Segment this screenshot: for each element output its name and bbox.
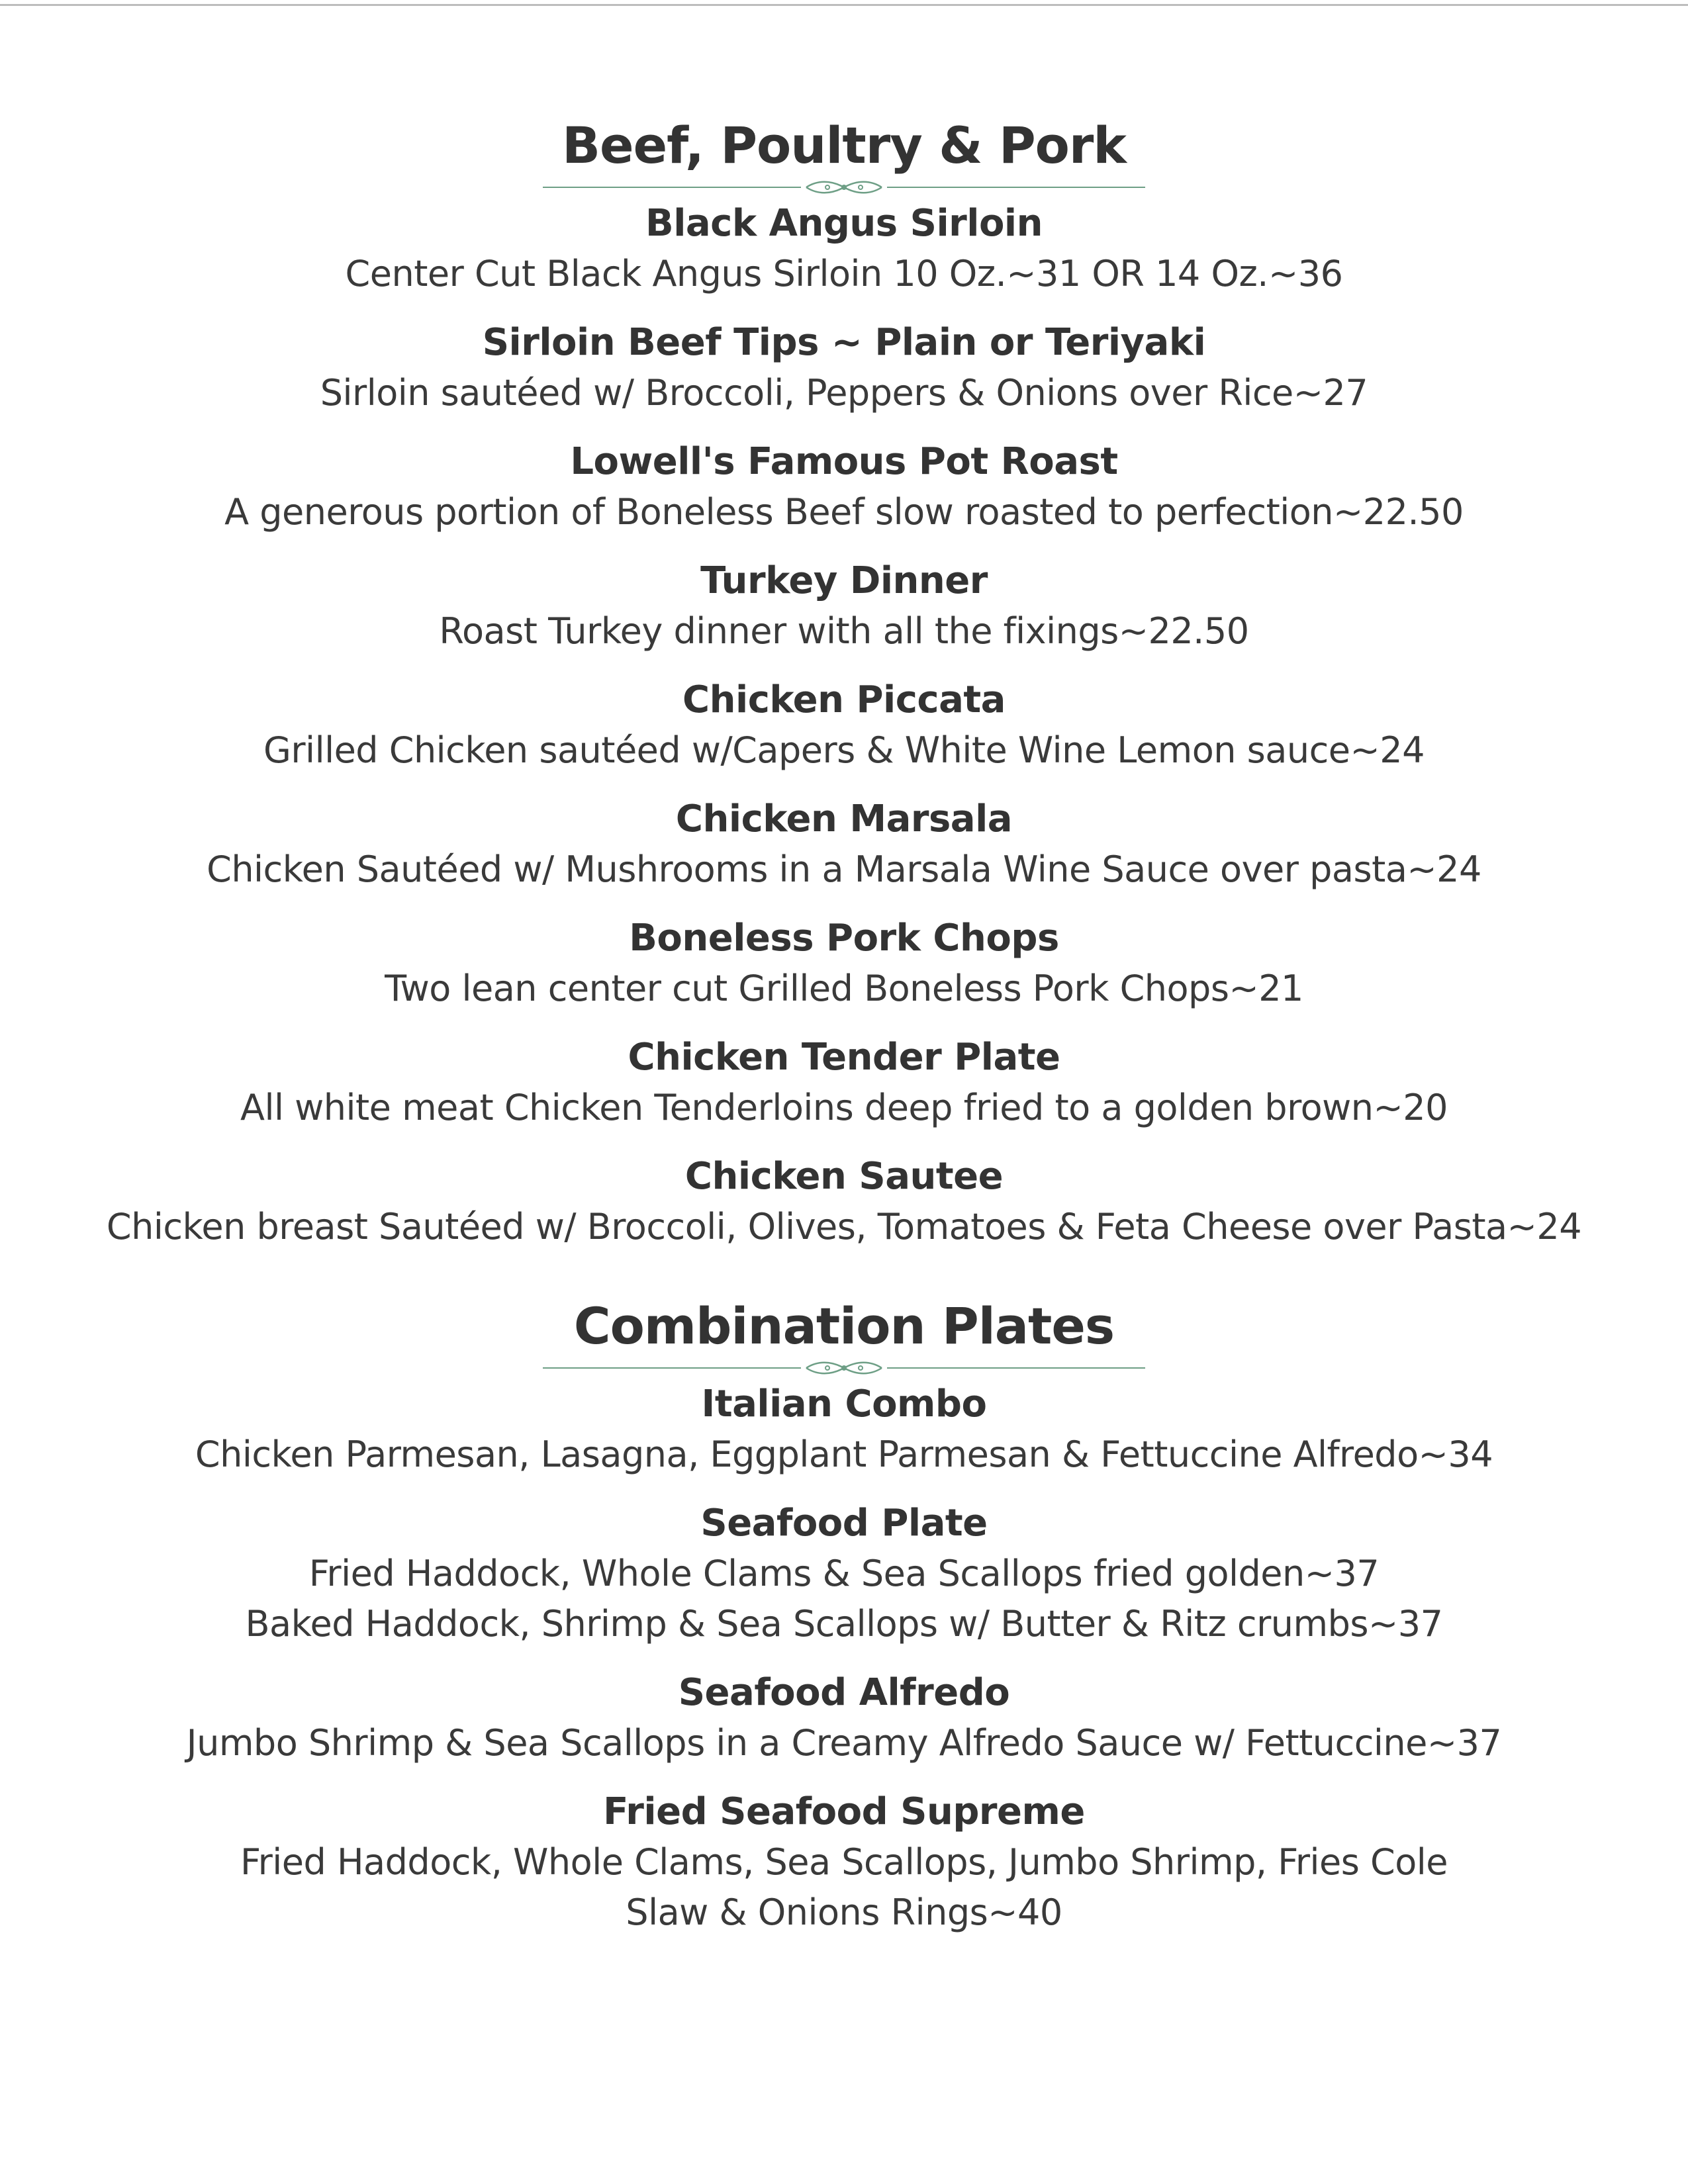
- menu-item: [53, 1379, 1635, 1480]
- menu-item: [53, 318, 1635, 418]
- ornamental-divider: [543, 1359, 1145, 1377]
- menu-page: [53, 113, 1635, 1938]
- item-name: Chicken Sautee: [684, 1155, 1004, 1198]
- item-description: Sirloin sautéed w/ Broccoli, Peppers & Onions over Rice~27: [320, 372, 1368, 414]
- section-combination-plates: [53, 1293, 1635, 1938]
- item-name: Chicken Piccata: [682, 678, 1006, 721]
- item-description-line-2: Slaw & Onions Rings~40: [626, 1891, 1062, 1933]
- item-description: Fried Haddock, Whole Clams, Sea Scallops, Jumbo Shrimp, Fries Cole: [240, 1841, 1448, 1883]
- item-description-line-2: Baked Haddock, Shrimp & Sea Scallops w/ Butter & Ritz crumbs~37: [245, 1603, 1443, 1645]
- section-beef-poultry-pork: [53, 113, 1635, 1252]
- item-name: Lowell's Famous Pot Roast: [570, 440, 1118, 483]
- menu-item: [53, 1032, 1635, 1133]
- item-name: Fried Seafood Supreme: [603, 1790, 1085, 1833]
- menu-item: [53, 437, 1635, 537]
- item-description: Grilled Chicken sautéed w/Capers & White Wine Lemon sauce~24: [263, 729, 1425, 771]
- item-name: Chicken Marsala: [675, 797, 1013, 841]
- item-name: Seafood Alfredo: [678, 1671, 1010, 1714]
- item-description: Chicken Parmesan, Lasagna, Eggplant Parmesan & Fettuccine Alfredo~34: [195, 1433, 1493, 1475]
- item-name: Turkey Dinner: [700, 559, 988, 602]
- item-name: Sirloin Beef Tips ~ Plain or Teriyaki: [482, 321, 1206, 364]
- item-description: Jumbo Shrimp & Sea Scallops in a Creamy Alfredo Sauce w/ Fettuccine~37: [186, 1722, 1502, 1764]
- item-name: Chicken Tender Plate: [628, 1036, 1060, 1079]
- menu-item: [53, 199, 1635, 299]
- ornamental-divider: [543, 179, 1145, 196]
- item-description: A generous portion of Boneless Beef slow roasted to perfection~22.50: [224, 491, 1464, 533]
- item-description: Chicken Sautéed w/ Mushrooms in a Marsala Wine Sauce over pasta~24: [207, 848, 1481, 890]
- section-title: Combination Plates: [573, 1297, 1115, 1355]
- item-description: Fried Haddock, Whole Clams & Sea Scallops fried golden~37: [308, 1553, 1380, 1594]
- item-description: Roast Turkey dinner with all the fixings~22.50: [439, 610, 1249, 652]
- scroll-ornament-icon: [801, 1359, 887, 1377]
- item-description: Chicken breast Sautéed w/ Broccoli, Olives, Tomatoes & Feta Cheese over Pasta~24: [106, 1206, 1582, 1248]
- menu-item: [53, 913, 1635, 1014]
- item-description: Two lean center cut Grilled Boneless Pork Chops~21: [385, 968, 1303, 1009]
- menu-item: [53, 1787, 1635, 1938]
- section-title: Beef, Poultry & Pork: [562, 116, 1126, 175]
- menu-item: [53, 1498, 1635, 1649]
- menu-item: [53, 1152, 1635, 1252]
- item-name: Black Angus Sirloin: [645, 202, 1043, 245]
- item-description: All white meat Chicken Tenderloins deep fried to a golden brown~20: [240, 1087, 1448, 1128]
- item-description: Center Cut Black Angus Sirloin 10 Oz.~31 OR 14 Oz.~36: [345, 253, 1343, 295]
- menu-item: [53, 1668, 1635, 1768]
- scroll-ornament-icon: [801, 179, 887, 196]
- menu-item: [53, 675, 1635, 776]
- menu-item: [53, 556, 1635, 657]
- menu-item: [53, 794, 1635, 895]
- item-name: Seafood Plate: [700, 1502, 988, 1545]
- item-name: Boneless Pork Chops: [629, 917, 1059, 960]
- page-top-rule: [0, 4, 1688, 6]
- item-name: Italian Combo: [701, 1383, 987, 1426]
